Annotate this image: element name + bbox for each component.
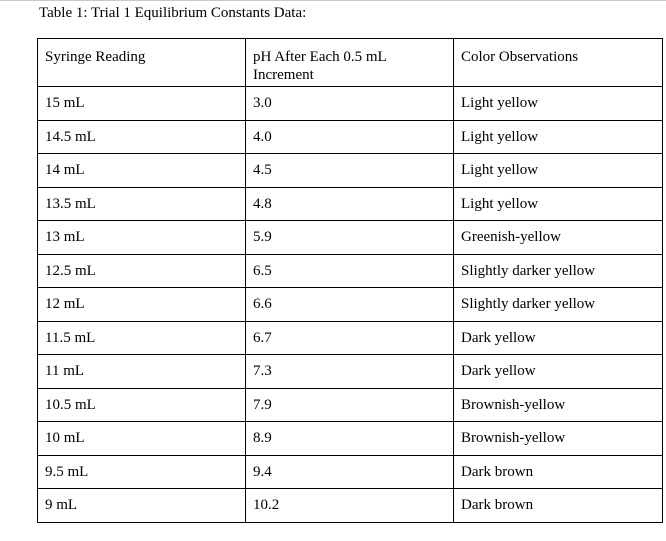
ph-cell: 6.7 [246, 321, 454, 355]
ph-cell: 4.0 [246, 120, 454, 154]
ph-cell: 5.9 [246, 221, 454, 255]
table-row [38, 154, 663, 188]
table-row [38, 221, 663, 255]
syringe-reading-cell: 10 mL [38, 422, 246, 456]
header-row [38, 39, 663, 87]
syringe-reading-cell: 13.5 mL [38, 187, 246, 221]
syringe-reading-cell: 11.5 mL [38, 321, 246, 355]
table-row [38, 422, 663, 456]
color-observation-cell: Slightly darker yellow [454, 254, 663, 288]
ph-cell: 8.9 [246, 422, 454, 456]
ph-cell: 6.6 [246, 288, 454, 322]
color-observation-cell: Light yellow [454, 187, 663, 221]
color-observation-cell: Light yellow [454, 120, 663, 154]
syringe-reading-cell: 12 mL [38, 288, 246, 322]
table-caption: Table 1: Trial 1 Equilibrium Constants Data: [39, 5, 307, 21]
color-observation-cell: Dark yellow [454, 321, 663, 355]
color-observation-cell: Dark brown [454, 489, 663, 523]
table-row [38, 489, 663, 523]
syringe-reading-cell: 12.5 mL [38, 254, 246, 288]
syringe-reading-cell: 9.5 mL [38, 455, 246, 489]
data-table [37, 38, 663, 523]
color-observation-cell: Light yellow [454, 87, 663, 121]
color-observation-cell: Greenish-yellow [454, 221, 663, 255]
ph-cell: 3.0 [246, 87, 454, 121]
syringe-reading-cell: 13 mL [38, 221, 246, 255]
table-row [38, 254, 663, 288]
syringe-reading-cell: 11 mL [38, 355, 246, 389]
ph-cell: 6.5 [246, 254, 454, 288]
color-observation-cell: Light yellow [454, 154, 663, 188]
syringe-reading-cell: 14 mL [38, 154, 246, 188]
syringe-reading-cell: 15 mL [38, 87, 246, 121]
column-header-syringe-reading: Syringe Reading [38, 39, 246, 87]
ph-cell: 4.8 [246, 187, 454, 221]
table-row [38, 321, 663, 355]
color-observation-cell: Brownish-yellow [454, 388, 663, 422]
table-row [38, 388, 663, 422]
ph-cell: 7.9 [246, 388, 454, 422]
syringe-reading-cell: 14.5 mL [38, 120, 246, 154]
ph-cell: 7.3 [246, 355, 454, 389]
table-row [38, 187, 663, 221]
ph-cell: 4.5 [246, 154, 454, 188]
color-observation-cell: Slightly darker yellow [454, 288, 663, 322]
color-observation-cell: Brownish-yellow [454, 422, 663, 456]
table-row [38, 288, 663, 322]
syringe-reading-cell: 9 mL [38, 489, 246, 523]
top-divider [0, 0, 666, 1]
column-header-color-observations: Color Observations [454, 39, 663, 87]
table-row [38, 355, 663, 389]
ph-cell: 10.2 [246, 489, 454, 523]
syringe-reading-cell: 10.5 mL [38, 388, 246, 422]
ph-cell: 9.4 [246, 455, 454, 489]
color-observation-cell: Dark yellow [454, 355, 663, 389]
table-row [38, 87, 663, 121]
table-row [38, 120, 663, 154]
column-header-ph: pH After Each 0.5 mL Increment [246, 39, 454, 87]
table-row [38, 455, 663, 489]
color-observation-cell: Dark brown [454, 455, 663, 489]
